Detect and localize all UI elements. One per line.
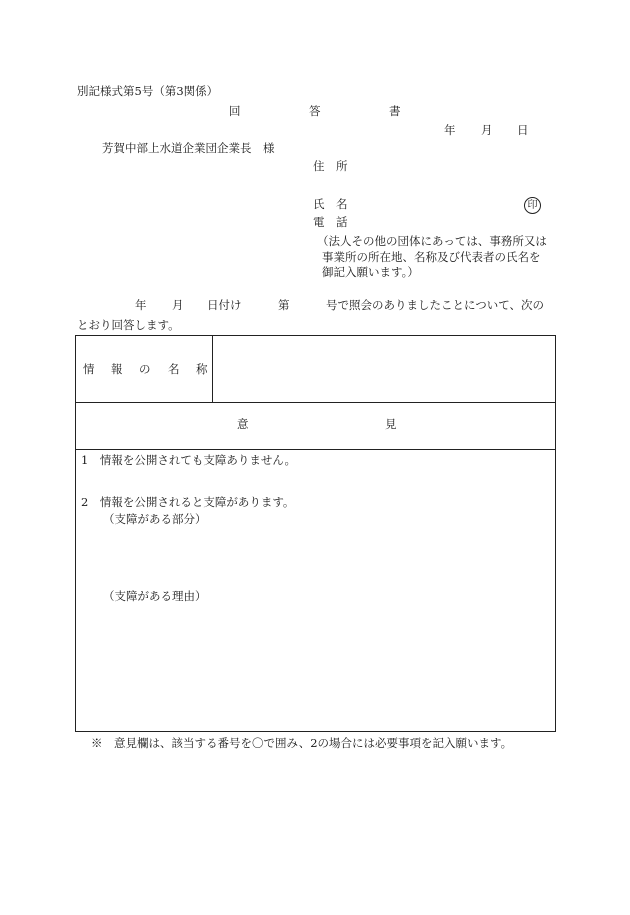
address-label: 住 所 xyxy=(313,159,348,173)
seal-mark: 印 xyxy=(524,197,541,214)
info-name-char-3: の xyxy=(139,362,151,376)
footnote: ※ 意見欄は、該当する番号を〇で囲み、2の場合には必要事項を記入願います。 xyxy=(91,736,513,750)
info-name-char-2: 報 xyxy=(111,362,123,376)
sub-label-reason: （支障がある理由） xyxy=(103,589,207,603)
info-name-value-cell[interactable] xyxy=(213,336,555,402)
name-label: 氏 名 xyxy=(313,197,348,211)
date-day: 日 xyxy=(517,123,529,137)
note-line-1: （法人その他の団体にあっては、事務所又は xyxy=(317,234,547,248)
addressee: 芳賀中部上水道企業団企業長 様 xyxy=(102,141,275,155)
intro-line2: とおり回答します。 xyxy=(77,318,180,332)
date-month: 月 xyxy=(481,123,493,137)
intro-dated: 日付け xyxy=(207,298,242,312)
intro-month: 月 xyxy=(172,298,184,312)
intro-year: 年 xyxy=(135,298,147,312)
option-1[interactable]: 1 情報を公開されても支障ありません。 xyxy=(81,453,297,467)
info-name-char-5: 称 xyxy=(196,362,208,376)
option-2[interactable]: 2 情報を公開されると支障があります。 xyxy=(81,495,295,509)
intro-line1-rest: 号で照会のありましたことについて、次の xyxy=(326,298,545,312)
date-year: 年 xyxy=(444,123,456,137)
title-char-3: 書 xyxy=(389,104,401,118)
opinion-char-1: 意 xyxy=(237,417,249,431)
opinion-char-2: 見 xyxy=(385,417,397,431)
note-line-3: 御記入願います。） xyxy=(322,265,419,279)
row-divider-1 xyxy=(75,402,556,403)
sub-label-part: （支障がある部分） xyxy=(103,512,207,526)
row-divider-2 xyxy=(75,449,556,450)
info-name-char-1: 情 xyxy=(83,362,95,376)
info-name-char-4: 名 xyxy=(168,362,180,376)
title-char-2: 答 xyxy=(309,104,321,118)
form-number: 別記様式第5号（第3関係） xyxy=(77,84,219,98)
title-char-1: 回 xyxy=(229,104,241,118)
intro-number-prefix: 第 xyxy=(278,298,290,312)
phone-label: 電 話 xyxy=(313,215,348,229)
note-line-2: 事業所の所在地、名称及び代表者の氏名を xyxy=(322,250,541,264)
